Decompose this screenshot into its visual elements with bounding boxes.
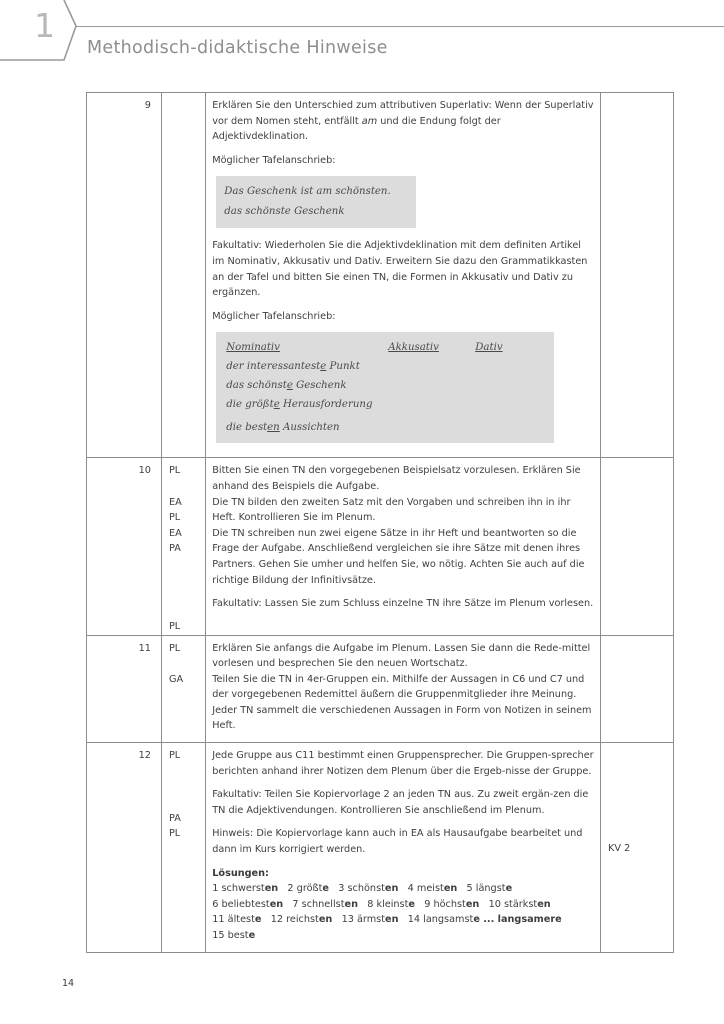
table-row (87, 458, 674, 635)
social-form: EA (168, 527, 182, 539)
material-cell (601, 635, 674, 743)
instruction-cell (206, 743, 601, 953)
step-number: 11 (138, 642, 151, 654)
board-header-row (226, 338, 544, 357)
board-label: Möglicher Tafelanschrieb: (212, 154, 336, 166)
step-number: 9 (144, 100, 151, 111)
board-line: die besten Aussichten (226, 422, 340, 434)
case-header-akkusativ: Akkusativ (388, 342, 439, 354)
header-rule (76, 26, 724, 27)
material-cell (601, 458, 674, 635)
solutions-block (212, 866, 595, 944)
instruction-text: Jede Gruppe aus C11 bestimmt einen Gruppensprecher. Die Gruppen-sprecher berichten anhand ihrer Notizen dem Plenum über die Ergeb-nisse der Gruppe. (212, 750, 594, 777)
table-row (87, 743, 674, 953)
instruction-cell (206, 458, 601, 635)
board-line: das schönste Geschenk (224, 206, 345, 218)
material-reference: KV 2 (608, 843, 631, 855)
lesson-table (86, 92, 674, 953)
instruction-text: Die TN schreiben nun zwei eigene Sätze in ihr Heft und beantworten so die Frage der Aufgabe. Anschließend vergleichen sie ihre Sätze mit denen ihres Partners. Gehen Sie umher und helfen Sie, wo nötig. Achten Sie auch auf die richtige Bildung der Infinitivsätze. (212, 527, 585, 586)
social-form: PL (168, 750, 181, 762)
social-form: EA (168, 496, 182, 508)
instruction-cell (206, 93, 601, 458)
instruction-cell (206, 635, 601, 743)
instruction-text: Fakultativ: Lassen Sie zum Schluss einzelne TN ihre Sätze im Plenum vorlesen. (212, 598, 594, 610)
social-form: PL (168, 620, 181, 632)
instruction-text: Fakultativ: Wiederholen Sie die Adjektivdeklination mit dem definiten Artikel im Nominativ, Akkusativ und Dativ. Erweitern Sie dazu den Grammatikkasten an der Tafel und bitten Sie einen TN, die Formen in Akkusativ und Dativ zu ergänzen. (212, 240, 588, 299)
step-number: 12 (138, 750, 151, 762)
board-line: Das Geschenk ist am schönsten. (224, 186, 391, 198)
solutions-title: Lösungen: (212, 867, 269, 879)
solutions-line: 11 älteste 12 reichsten 13 ärmsten 14 langsamste ... langsamere (212, 914, 562, 926)
board-line: der interessanteste Punkt (226, 361, 360, 373)
social-form: PA (168, 543, 181, 555)
social-form: GA (168, 673, 184, 685)
social-form: PL (168, 512, 181, 524)
instruction-text: Fakultativ: Teilen Sie Kopiervorlage 2 an jeden TN aus. Zu zweit ergän-zen die TN die Adjektivendungen. Kontrollieren Sie anschließend im Plenum. (212, 789, 589, 816)
case-header-nominativ: Nominativ (226, 342, 280, 354)
solutions-line: 6 beliebtesten 7 schnellsten 8 kleinste 9 höchsten 10 stärksten (212, 898, 551, 910)
step-number: 10 (138, 465, 151, 477)
social-form: PL (168, 465, 181, 477)
solutions-line: 15 beste (212, 930, 256, 941)
material-cell (601, 743, 674, 953)
material-cell (601, 93, 674, 458)
table-row (87, 635, 674, 743)
social-form-cell (161, 743, 205, 953)
declension-board (216, 332, 554, 443)
instruction-text: Erklären Sie anfangs die Aufgabe im Plenum. Lassen Sie dann die Rede-mittel vorlesen und besprechen Sie den neuen Wortschatz. (212, 642, 591, 670)
social-form-cell (161, 458, 205, 635)
instruction-text: Bitten Sie einen TN den vorgegebenen Beispielsatz vorzulesen. Erklären Sie anhand des Beispiels die Aufgabe. (212, 465, 581, 492)
social-form: PA (168, 812, 181, 824)
page-number: 14 (62, 978, 75, 989)
board-line: das schönste Geschenk (226, 380, 347, 392)
board-line: die größte Herausforderung (226, 399, 373, 411)
table-row (87, 93, 674, 458)
social-form: PL (168, 642, 181, 654)
social-form-cell (161, 635, 205, 743)
instruction-text: Erklären Sie den Unterschied zum attributiven Superlativ: Wenn der Superlativ vor dem Nomen steht, entfällt am und die Endung folgt der Adjektivdeklination. (212, 100, 594, 143)
case-header-dativ: Dativ (475, 342, 503, 354)
social-form: PL (168, 828, 181, 840)
blackboard-note (216, 176, 416, 228)
chapter-number: 1 (34, 6, 55, 45)
instruction-text: Teilen Sie die TN in 4er-Gruppen ein. Mithilfe der Aussagen in C6 und C7 und der vorgegebenen Redemittel äußern die Gruppenmitglieder ihre Meinung. Jeder TN sammelt die verschiedenen Aussagen in Form von Notizen in seinem Heft. (212, 673, 592, 732)
instruction-text: Die TN bilden den zweiten Satz mit den Vorgaben und schreiben ihn in ihr Heft. Kontrollieren Sie im Plenum. (212, 496, 571, 524)
social-form-cell (161, 93, 205, 458)
solutions-line: 1 schwersten 2 größte 3 schönsten 4 meisten 5 längste (212, 883, 513, 895)
board-label: Möglicher Tafelanschrieb: (212, 310, 336, 322)
page-title: Methodisch-didaktische Hinweise (87, 38, 388, 58)
instruction-text: Hinweis: Die Kopiervorlage kann auch in EA als Hausaufgabe bearbeitet und dann im Kurs korrigiert werden. (212, 828, 583, 856)
